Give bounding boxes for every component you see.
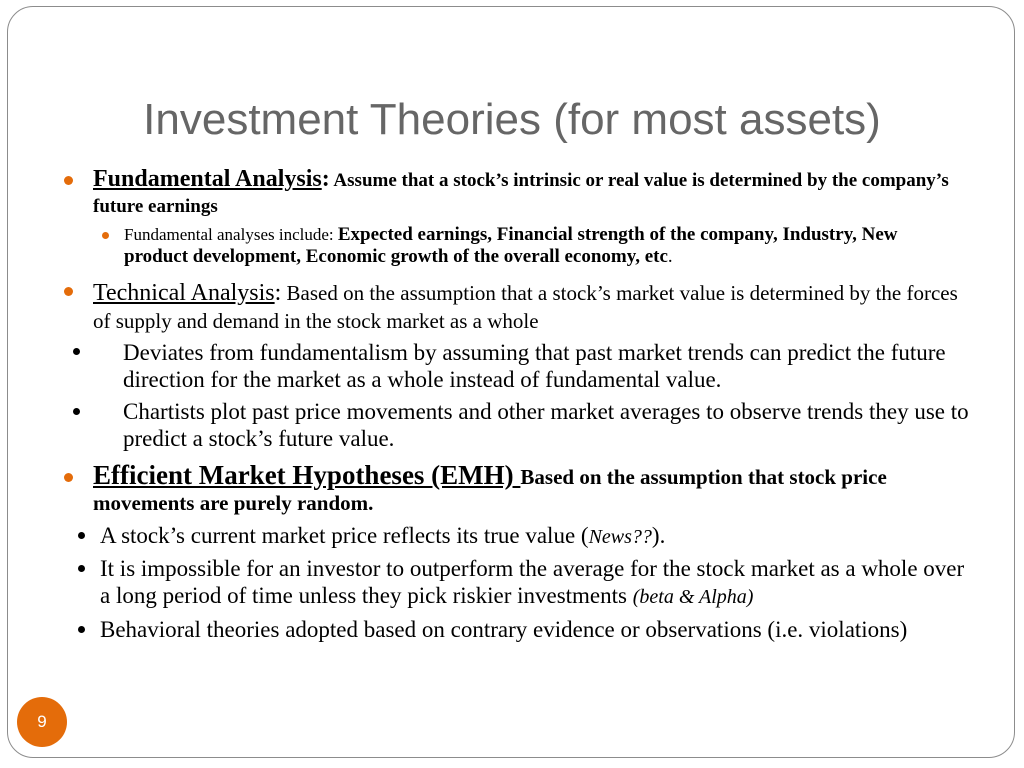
bullet-technical-point2: [73, 408, 80, 415]
page-number-badge: 9: [17, 697, 67, 747]
emh-point-2: [100, 555, 980, 611]
slide-title: Investment Theories (for most assets): [143, 95, 881, 144]
emh-point2-text: It is impossible for an investor to outperform the average for the stock market as a whole over a long period of time unless they pick riskier investments: [100, 556, 965, 608]
emh-point1-text-a: A stock’s current market price reflects its true value (: [100, 523, 589, 548]
emh-item: [93, 462, 973, 516]
bullet-fundamental-sub: [102, 232, 109, 239]
fundamental-subpoint: [124, 224, 954, 268]
bullet-technical-point1: [73, 348, 80, 355]
emh-point1-text-b: ).: [651, 523, 666, 548]
emh-point2-italic: (beta & Alpha): [632, 586, 754, 608]
technical-analysis-text: Based on the assumption that a stock’s market value is determined by the forces of supply and demand in the stock market as a whole: [93, 281, 958, 333]
emh-point-1: [100, 522, 960, 551]
fundamental-analysis-text: Assume that a stock’s intrinsic or real value is determined by the company’s future earnings: [93, 170, 949, 217]
bullet-emh-point1: [78, 532, 85, 539]
bullet-emh-point3: [78, 626, 85, 633]
bullet-emh-point2: [78, 565, 85, 572]
emh-heading: Efficient Market Hypotheses (EMH): [93, 460, 521, 490]
technical-point-1: Deviates from fundamentalism by assuming that past market trends can predict the future direction for the market as a whole instead of fundamental value.: [123, 340, 946, 392]
emh-point-3: Behavioral theories adopted based on contrary evidence or observations (i.e. violations): [100, 617, 908, 642]
fundamental-analysis-item: [93, 166, 953, 220]
technical-analysis-heading: Technical Analysis: [93, 280, 275, 306]
emh-text: Based on the assumption that stock price movements are purely random.: [93, 465, 887, 515]
fundamental-colon: :: [321, 166, 330, 192]
fundamental-sub-intro: Fundamental analyses include:: [124, 225, 338, 244]
bullet-fundamental: [64, 176, 73, 185]
technical-point-2: Chartists plot past price movements and other market averages to observe trends they use to predict a stock’s future value.: [123, 399, 969, 451]
emh-point1-italic: News??: [588, 526, 652, 548]
fundamental-sub-end: .: [667, 246, 673, 267]
technical-analysis-item: [93, 279, 973, 335]
bullet-emh: [64, 473, 73, 482]
fundamental-analysis-heading: Fundamental Analysis: [93, 166, 322, 192]
technical-colon: :: [274, 280, 282, 306]
fundamental-sub-text: Expected earnings, Financial strength of the company, Industry, New product development, Economic growth of the overall economy, etc: [124, 224, 898, 267]
bullet-technical: [64, 287, 73, 296]
